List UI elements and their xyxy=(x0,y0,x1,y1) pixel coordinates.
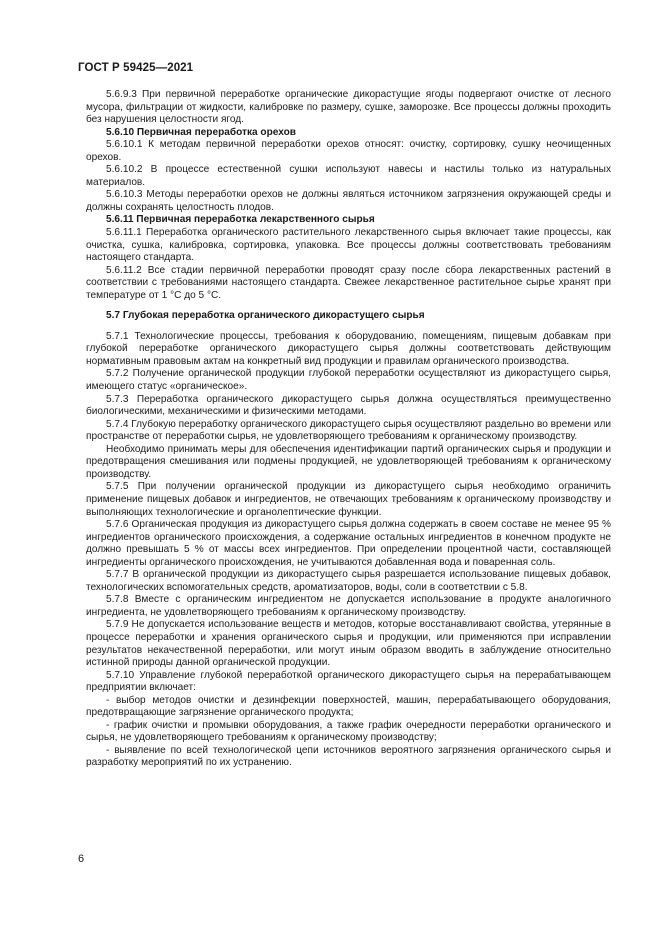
clause-5-7-1: 5.7.1 Технологические процессы, требования к оборудованию, помещениям, пищевым добавкам при глубокой переработке органического дикорастущего сырья должны соответствовать действующим нормативным правовым актам на конкретный вид продукции и правилам органического производства. xyxy=(86,330,611,367)
clause-5-7-5: 5.7.5 При получении органической продукции из дикорастущего сырья необходимо ограничить применение пищевых добавок и ингредиентов, не отвечающих требованиям к органическому производству и выполняющих технологические и органолептические функции. xyxy=(86,481,611,518)
clause-5-7-3: 5.7.3 Переработка органического дикорастущего сырья должна осуществляться преимущественно биологическими, механическими и физическими методами. xyxy=(86,393,611,418)
clause-5-6-11-1: 5.6.11.1 Переработка органического растительного лекарственного сырья включает такие процессы, как очистка, сушка, калибровка, сортировка, упаковка. Все процессы должны соответствовать требованиям настоящего стандарта. xyxy=(86,227,611,264)
page-body xyxy=(86,89,611,770)
clause-5-6-10-3: 5.6.10.3 Методы переработки орехов не должны являться источником загрязнения окружающей среды и должны сохранять целостность плодов. xyxy=(86,189,611,213)
clause-5-7-7: 5.7.7 В органической продукции из дикорастущего сырья разрешается использование пищевых добавок, технологических вспомогательных средств, ароматизаторов, воды, соли в соответствии с 5.8. xyxy=(86,569,611,593)
list-item: - выбор методов очистки и дезинфекции поверхностей, машин, перерабатывающего оборудования, предотвращающие загрязнение органического продукта; xyxy=(86,694,611,719)
clause-5-7-4: 5.7.4 Глубокую переработку органического дикорастущего сырья осуществляют раздельно во времени или пространстве от переработки сырья, не удовлетворяющего требованиям к органическому производству. xyxy=(86,418,611,443)
clause-5-6-9-3: 5.6.9.3 При первичной переработке органические дикорастущие ягоды подвергают очистке от лесного мусора, фильтрации от жидкости, калибровке по размеру, сушке, заморозке. Все процессы должны проходить без нарушения целостности ягод. xyxy=(86,89,611,126)
clause-5-7-2: 5.7.2 Получение органической продукции глубокой переработки осуществляют из дикорастущего сырья, имеющего статус «органическое». xyxy=(86,368,611,393)
clause-5-6-10-2: 5.6.10.2 В процессе естественной сушки используют навесы и настилы только из натуральных материалов. xyxy=(86,164,611,188)
subheading-5-6-10: 5.6.10 Первичная переработка орехов xyxy=(106,126,296,138)
clause-5-6-11-2: 5.6.11.2 Все стадии первичной переработки проводят сразу после сбора лекарственных растений в соответствии с требованиями настоящего стандарта. Свежее лекарственное растительное сырье хранят при температуре от 1 °С до 5 °С. xyxy=(86,264,611,301)
clause-5-7-8: 5.7.8 Вместе с органическим ингредиентом не допускается использование в продукте аналогичного ингредиента, не удовлетворяющего требованиям к органическому производству. xyxy=(86,594,611,618)
document-header: ГОСТ Р 59425—2021 xyxy=(78,62,194,74)
section-heading-5-7: 5.7 Глубокая переработка органического дикорастущего сырья xyxy=(106,310,425,322)
subheading-5-6-11: 5.6.11 Первичная переработка лекарственного сырья xyxy=(106,214,375,226)
list-item: - выявление по всей технологической цепи источников вероятного загрязнения органического сырья и разработку мероприятий по их устранению. xyxy=(86,744,611,769)
page-number: 6 xyxy=(78,853,85,865)
clause-5-6-10-1: 5.6.10.1 К методам первичной переработки орехов относят: очистку, сортировку, сушку неочищенных орехов. xyxy=(86,139,611,163)
clause-5-7-10: 5.7.10 Управление глубокой переработкой органического дикорастущего сырья на перерабатывающем предприятии включает: xyxy=(86,669,611,694)
clause-5-7-9: 5.7.9 Не допускается использование веществ и методов, которые восстанавливают свойства, утерянные в процессе переработки и хранения органического сырья и продукции, или применяются при исправлении результатов некачественной переработки, или могут иным образом вводить в заблуждение относительно истинной природы данной органической продукции. xyxy=(86,619,611,669)
list-item: - график очистки и промывки оборудования, а также график очередности переработки органического и сырья, не удовлетворяющего требованиям к органическому производству; xyxy=(86,719,611,744)
clause-5-7-4-note: Необходимо принимать меры для обеспечения идентификации партий органических сырья и продукции и предотвращения смешивания или подмены продукцией, не удовлетворяющей требованиям к органическому производству. xyxy=(86,443,611,480)
clause-5-7-6: 5.7.6 Органическая продукция из дикорастущего сырья должна содержать в своем составе не менее 95 % ингредиентов органического происхождения, а содержание остальных ингредиентов в конечном продукте не должно превышать 5 % от массы всех ингредиентов. При определении процентной части, составляющей ингредиенты органического происхождения, не учитываются добавленная вода и поваренная соль. xyxy=(86,519,611,568)
